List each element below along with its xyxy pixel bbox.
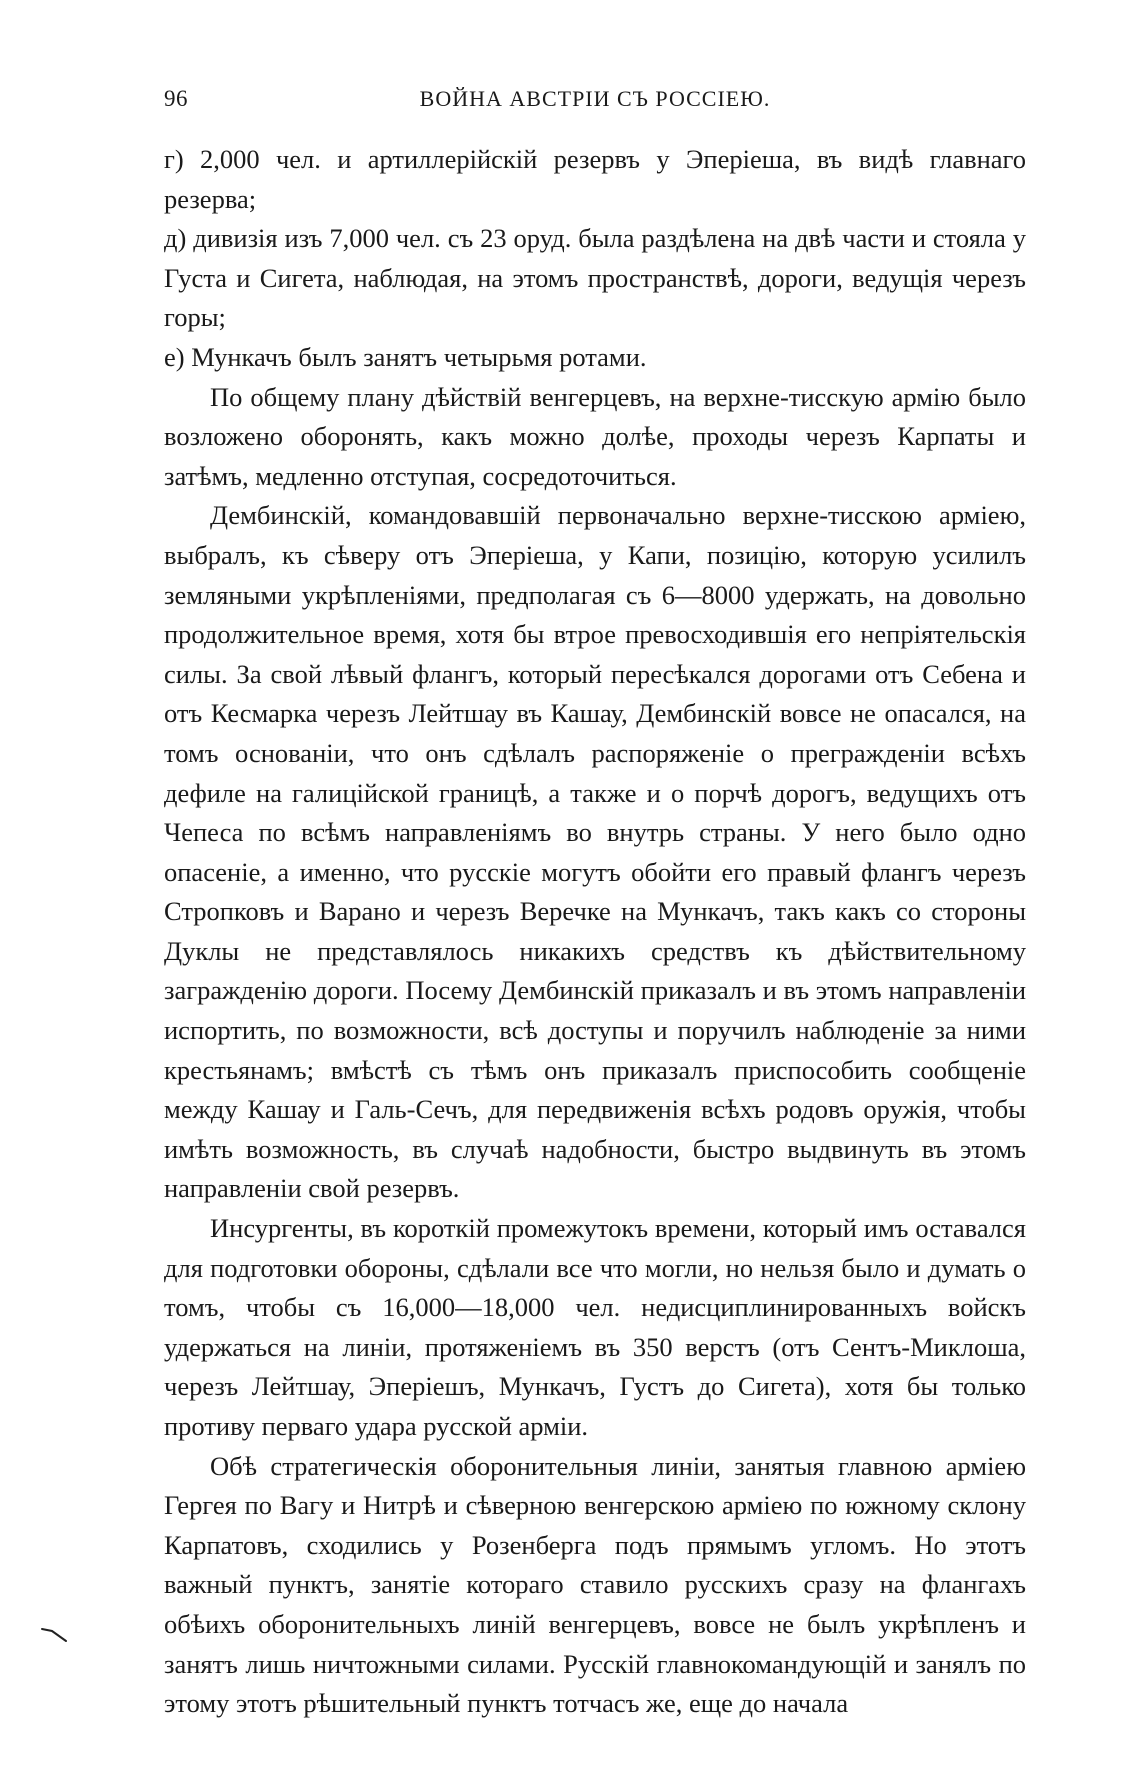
list-item-g: г) 2,000 чел. и артиллерійскій резервъ у Эперіеша, въ видѣ главнаго резерва; <box>164 144 1026 214</box>
paragraph: Обѣ стратегическія оборонительныя линіи, занятыя главною арміею Гергея по Вагу и Нитрѣ и сѣверною венгерскою арміею по южному склону Карпатовъ, сходились у Розенберга подъ прямымъ угломъ. Но этотъ важный пунктъ, занятіе котораго ставило русскихъ сразу на флангахъ обѣихъ оборонительныхъ линій венгерцевъ, вовсе не былъ укрѣпленъ и занятъ лишь ничтожными силами. Русскій главнокомандующій и занялъ по этому этотъ рѣшительный пунктъ тотчасъ же, еще до начала <box>164 1450 1026 1719</box>
page-number: 96 <box>164 86 188 111</box>
running-title: ВОЙНА АВСТРІИ СЪ РОССІЕЮ. <box>419 86 771 111</box>
stray-ink-mark <box>40 1625 70 1645</box>
paragraph: Инсургенты, въ короткій промежутокъ времени, который имъ оставался для подготовки обороны, сдѣлали все что могли, но нельзя было и думать о томъ, чтобы съ 16,000—18,000 чел. недисциплинированныхъ войскъ удержаться на линіи, протяженіемъ въ 350 верстъ (отъ Сентъ-Миклоша, черезъ Лейтшау, Эперіешъ, Мункачъ, Густъ до Сигета), хотя бы только противу перваго удара русской арміи. <box>164 1213 1026 1441</box>
list-item-d: д) дивизія изъ 7,000 чел. съ 23 оруд. была раздѣлена на двѣ части и стояла у Густа и Сигета, наблюдая, на этомъ пространствѣ, дороги, ведущія черезъ горы; <box>164 223 1026 333</box>
paragraph: Дембинскій, командовавшій первоначально верхне-тисскою арміею, выбралъ, къ сѣверу отъ Эперіеша, у Капи, позицію, которую усилилъ земляными укрѣпленіями, предполагая съ 6—8000 удержать, на довольно продолжительное время, хотя бы втрое превосходившія его непріятельскія силы. За свой лѣвый флангъ, который пересѣкался дорогами отъ Себена и отъ Кесмарка черезъ Лейтшау въ Кашау, Дембинскій вовсе не опасался, на томъ основаніи, что онъ сдѣлалъ распоряженіе о прегражденіи всѣхъ дефиле на галиційской границѣ, а также и о порчѣ дорогъ, ведущихъ отъ Чепеса по всѣмъ направленіямъ во внутрь страны. У него было одно опасеніе, а именно, что русскіе могутъ обойти его правый флангъ черезъ Стропковъ и Варано и черезъ Веречке на Мункачъ, такъ какъ со стороны Дуклы не представлялось никакихъ средствъ къ дѣйствительному загражденію дороги. Посему Дембинскій приказалъ и въ этомъ направленіи испортить, по возможности, всѣ доступы и поручилъ наблюденіе за ними крестьянамъ; вмѣстѣ съ тѣмъ онъ приказалъ приспособить сообщеніе между Кашау и Галь-Сечъ, для передвиженія всѣхъ родовъ оружія, чтобы имѣть возможность, въ случаѣ надобности, быстро выдвинуть въ этомъ направленіи свой резервъ. <box>164 500 1026 1204</box>
paragraph: По общему плану дѣйствій венгерцевъ, на верхне-тисскую армію было возложено оборонять, какъ можно долѣе, проходы черезъ Карпаты и затѣмъ, медленно отступая, сосредоточиться. <box>164 381 1026 491</box>
text-body <box>164 140 1026 1724</box>
list-item-e: е) Мункачъ былъ занятъ четырьмя ротами. <box>164 341 647 372</box>
running-head <box>164 86 1026 126</box>
